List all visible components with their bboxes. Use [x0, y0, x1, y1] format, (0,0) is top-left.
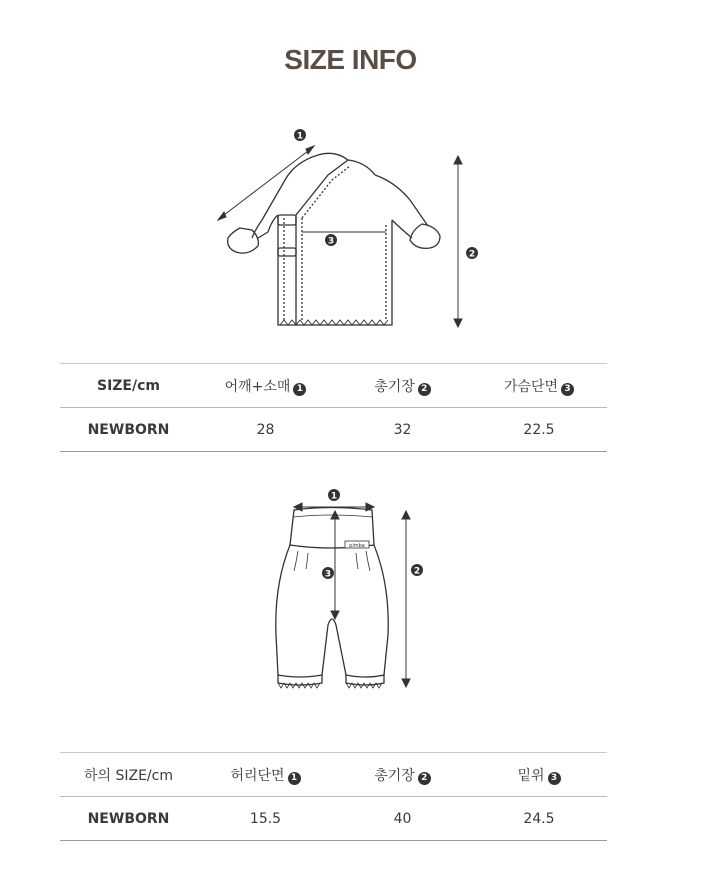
svg-text:2: 2	[468, 249, 476, 260]
pants-tag	[345, 541, 369, 549]
top-header-size: SIZE/cm	[60, 364, 197, 408]
top-row-value-3: 22.5	[471, 408, 607, 452]
bottom-row-value-3: 24.5	[471, 797, 607, 841]
top-size-header-row	[60, 364, 607, 408]
svg-text:1: 1	[330, 491, 338, 502]
pants-marker-2	[411, 564, 423, 577]
top-row-size: NEWBORN	[60, 408, 197, 452]
bottom-header-rise: 밑위 3	[471, 753, 607, 797]
table-row	[60, 408, 607, 452]
top-header-shoulder-sleeve: 어깨+소매 1	[197, 364, 334, 408]
svg-text:1: 1	[296, 131, 304, 142]
badge-1: 1	[288, 772, 301, 785]
svg-text:2: 2	[413, 566, 421, 577]
bottom-row-value-1: 15.5	[197, 797, 334, 841]
pants-marker-1	[328, 489, 340, 502]
top-header-chest-width: 가슴단면 3	[471, 364, 607, 408]
pants-marker-3	[322, 567, 334, 580]
svg-text:pimba: pimba	[349, 543, 365, 549]
svg-text:3: 3	[324, 569, 332, 580]
bottom-header-size: 하의 SIZE/cm	[60, 753, 197, 797]
top-row-value-2: 32	[334, 408, 471, 452]
bottom-row-value-2: 40	[334, 797, 471, 841]
svg-text:3: 3	[327, 236, 335, 247]
top-marker-2	[466, 247, 478, 260]
badge-3: 3	[548, 772, 561, 785]
badge-2: 2	[418, 772, 431, 785]
table-row	[60, 797, 607, 841]
badge-2: 2	[418, 383, 431, 396]
top-garment-illustration	[200, 120, 480, 335]
badge-1: 1	[293, 383, 306, 396]
top-header-total-length: 총기장 2	[334, 364, 471, 408]
top-marker-1	[294, 129, 306, 142]
top-marker-3	[325, 234, 337, 247]
bottom-size-header-row	[60, 753, 607, 797]
bottom-header-total-length: 총기장 2	[334, 753, 471, 797]
page-title: SIZE INFO	[284, 44, 417, 75]
badge-3: 3	[561, 383, 574, 396]
bottom-row-size: NEWBORN	[60, 797, 197, 841]
top-row-value-1: 28	[197, 408, 334, 452]
bottom-header-waist-width: 허리단면 1	[197, 753, 334, 797]
bottom-size-table	[60, 752, 607, 841]
pants-illustration	[260, 485, 440, 695]
top-size-table	[60, 363, 607, 452]
